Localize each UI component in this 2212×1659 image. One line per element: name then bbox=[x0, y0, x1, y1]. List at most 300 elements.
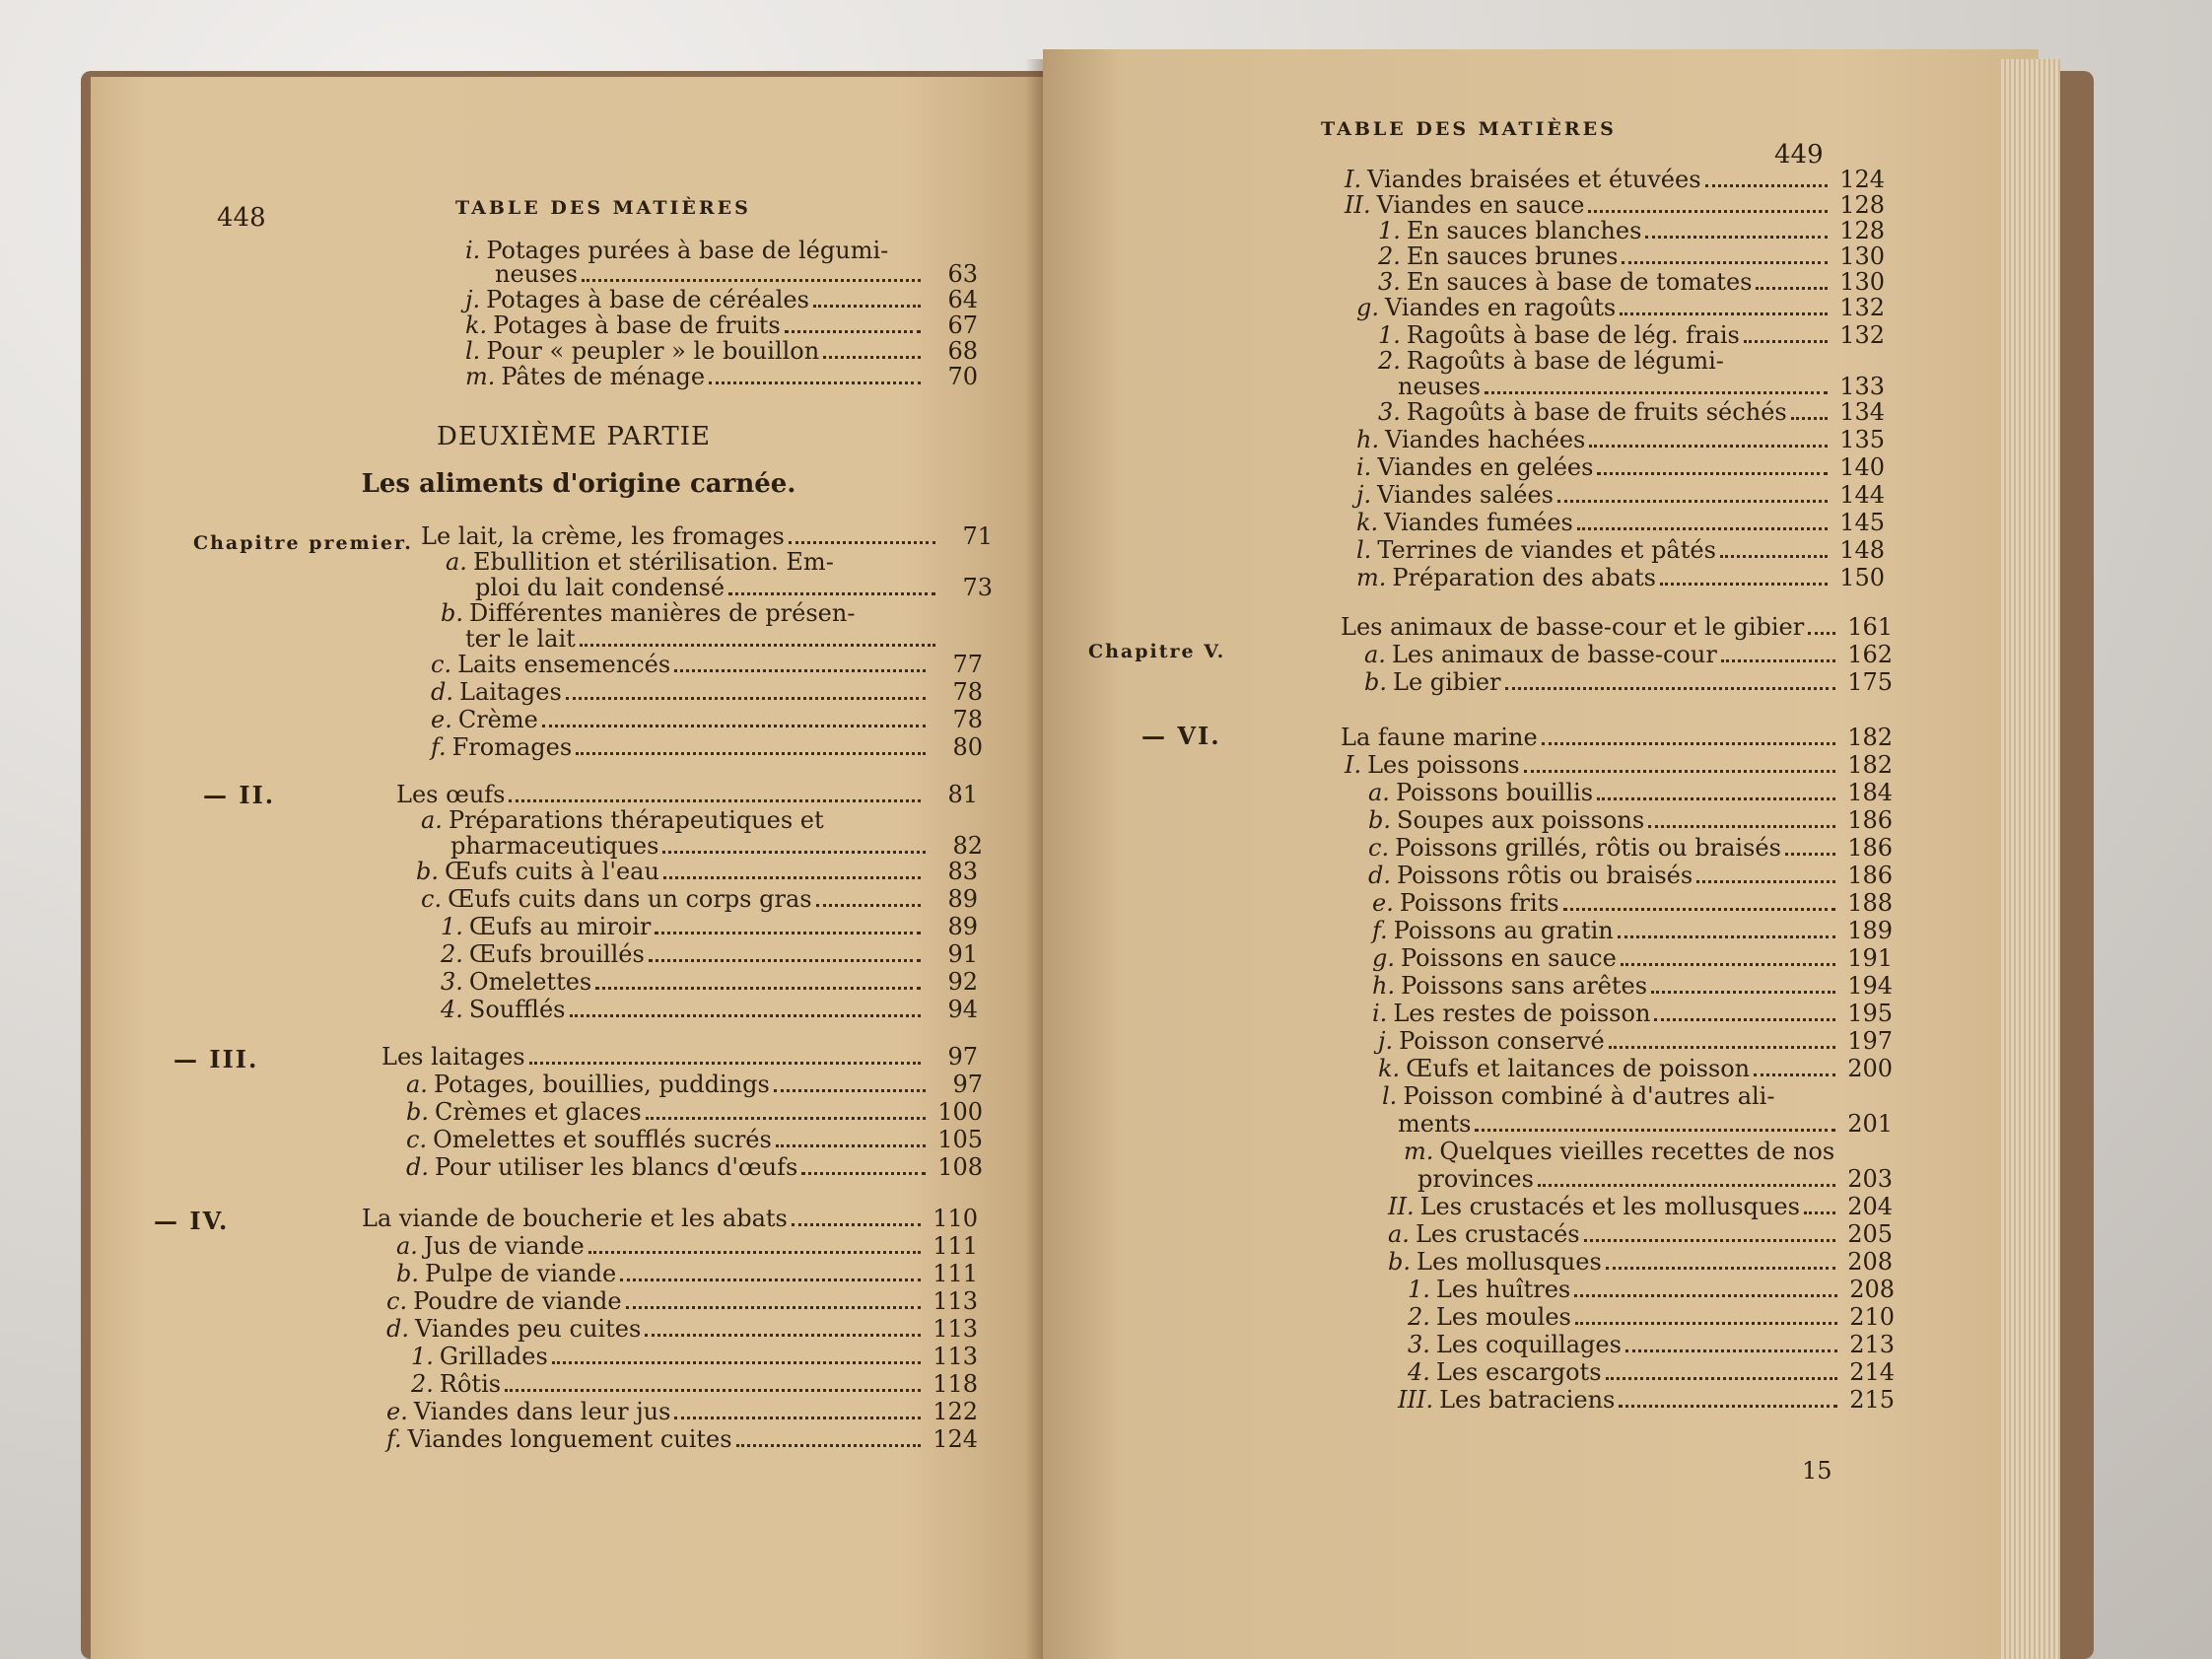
toc-entry-marker: 2. bbox=[1408, 1303, 1430, 1331]
toc-entry bbox=[1378, 321, 1885, 349]
toc-entry-text: Œufs cuits dans un corps gras bbox=[448, 885, 812, 913]
toc-entry-page: 201 bbox=[1847, 1110, 1893, 1138]
toc-entry-page: 210 bbox=[1849, 1303, 1895, 1331]
toc-entry-page: 134 bbox=[1839, 398, 1885, 426]
toc-entry-page: 188 bbox=[1847, 889, 1893, 917]
toc-entry-text: Les crustacés et les mollusques bbox=[1419, 1193, 1800, 1220]
toc-entry bbox=[1388, 1193, 1893, 1220]
toc-entry-marker: f. bbox=[386, 1425, 402, 1453]
toc-entry bbox=[441, 996, 978, 1023]
toc-entry bbox=[1372, 972, 1893, 1000]
toc-entry-label bbox=[431, 706, 538, 733]
toc-entry bbox=[1408, 1358, 1895, 1386]
leader-dots bbox=[505, 1389, 921, 1392]
toc-entry-label bbox=[1345, 166, 1701, 193]
toc-entry-label bbox=[1417, 1165, 1534, 1193]
leader-dots bbox=[1654, 1018, 1835, 1021]
toc-entry-text: Les œufs bbox=[396, 781, 506, 808]
toc-entry-label bbox=[1398, 1110, 1471, 1138]
toc-entry bbox=[406, 1126, 983, 1153]
toc-entry-marker: g. bbox=[1356, 294, 1379, 321]
toc-entry-label bbox=[1356, 509, 1573, 536]
toc-entry-label bbox=[1372, 972, 1647, 1000]
toc-entry-page: 175 bbox=[1847, 668, 1893, 696]
toc-entry-label bbox=[1364, 641, 1717, 668]
toc-entry-text: Ebullition et stérilisation. Em- bbox=[472, 548, 834, 576]
toc-entry-marker: c. bbox=[406, 1126, 428, 1153]
toc-entry-text: Viandes fumées bbox=[1384, 509, 1573, 536]
toc-entry-label bbox=[396, 1260, 616, 1287]
toc-entry-marker: 2. bbox=[441, 940, 463, 968]
leader-dots bbox=[801, 1172, 926, 1175]
toc-entry-text: Poissons au gratin bbox=[1393, 917, 1614, 944]
toc-entry bbox=[465, 363, 978, 390]
toc-entry-marker: g. bbox=[1372, 944, 1395, 972]
leader-dots bbox=[655, 932, 921, 934]
leader-dots bbox=[529, 1062, 921, 1065]
toc-entry-label bbox=[1368, 862, 1693, 889]
toc-entry-text: Pâtes de ménage bbox=[501, 363, 706, 390]
toc-entry-text: Quelques vieilles recettes de nos bbox=[1439, 1138, 1835, 1165]
toc-entry bbox=[396, 1260, 978, 1287]
toc-entry-text: Œufs brouillés bbox=[468, 940, 645, 968]
leader-dots bbox=[1574, 1294, 1837, 1297]
toc-entry-marker: d. bbox=[431, 678, 453, 706]
leader-dots bbox=[1475, 1129, 1835, 1132]
toc-entry-page: 124 bbox=[1839, 166, 1885, 193]
toc-entry bbox=[386, 1398, 978, 1425]
toc-entry bbox=[465, 286, 978, 313]
toc-entry-page: 197 bbox=[1847, 1027, 1893, 1055]
toc-entry-text: Omelettes et soufflés sucrés bbox=[433, 1126, 772, 1153]
toc-entry bbox=[386, 1425, 978, 1453]
left-running-header: TABLE DES MATIÈRES bbox=[455, 197, 751, 219]
toc-entry-marker: j. bbox=[465, 286, 481, 313]
leader-dots bbox=[728, 592, 935, 595]
toc-entry bbox=[441, 968, 978, 996]
toc-entry-page: 205 bbox=[1847, 1220, 1893, 1248]
toc-entry-page: 78 bbox=[952, 678, 983, 706]
leader-dots bbox=[813, 305, 921, 308]
toc-entry-label bbox=[1378, 268, 1752, 296]
toc-entry-page: 111 bbox=[933, 1232, 978, 1260]
leader-dots bbox=[1575, 1322, 1837, 1325]
toc-entry-label bbox=[1356, 481, 1554, 509]
toc-entry-label bbox=[495, 260, 578, 288]
toc-entry-page: 81 bbox=[947, 781, 978, 808]
toc-entry-label bbox=[1398, 1386, 1615, 1414]
leader-dots bbox=[776, 1144, 926, 1147]
toc-entry-text: Poissons rôtis ou braisés bbox=[1397, 862, 1694, 889]
leader-dots bbox=[1754, 1073, 1835, 1076]
leader-dots bbox=[1720, 555, 1828, 558]
toc-entry-label bbox=[441, 599, 855, 627]
toc-entry-page: 78 bbox=[952, 706, 983, 733]
toc-entry-page: 113 bbox=[933, 1343, 978, 1370]
leader-dots bbox=[509, 799, 921, 802]
toc-entry-text: ploi du lait condensé bbox=[475, 574, 726, 601]
part-title: DEUXIÈME PARTIE bbox=[437, 422, 711, 451]
toc-entry bbox=[1345, 191, 1885, 219]
toc-entry-label bbox=[1378, 1055, 1750, 1082]
toc-entry-text: Poissons frits bbox=[1399, 889, 1559, 917]
toc-entry bbox=[396, 1232, 978, 1260]
toc-entry-marker: m. bbox=[465, 363, 496, 390]
chapter-vi-label: — VI. bbox=[1141, 722, 1221, 750]
toc-entry-label bbox=[406, 1126, 772, 1153]
toc-entry-marker: b. bbox=[416, 858, 439, 885]
toc-entry-marker: k. bbox=[465, 311, 488, 339]
toc-entry-marker: d. bbox=[386, 1315, 409, 1343]
toc-entry-page: 130 bbox=[1839, 268, 1885, 296]
leader-dots bbox=[823, 356, 921, 359]
toc-entry-page: 100 bbox=[937, 1098, 983, 1126]
toc-entry bbox=[362, 1205, 978, 1232]
toc-entry-marker: 2. bbox=[1378, 347, 1401, 375]
toc-entry bbox=[465, 337, 978, 365]
signature-mark: 15 bbox=[1802, 1457, 1832, 1485]
toc-entry-marker: 1. bbox=[1378, 321, 1401, 349]
toc-entry-marker: j. bbox=[1356, 481, 1372, 509]
toc-entry-text: La viande de boucherie et les abats bbox=[362, 1205, 788, 1232]
toc-entry bbox=[406, 1071, 983, 1098]
toc-entry-marker: b. bbox=[406, 1098, 429, 1126]
leader-dots bbox=[1721, 659, 1835, 662]
toc-entry-label bbox=[421, 885, 812, 913]
toc-entry-marker: k. bbox=[1356, 509, 1379, 536]
toc-entry-text: Rôtis bbox=[439, 1370, 502, 1398]
toc-entry-label bbox=[1408, 1358, 1602, 1386]
toc-entry-marker: m. bbox=[1356, 564, 1387, 591]
toc-entry bbox=[475, 574, 993, 601]
toc-entry bbox=[431, 733, 983, 761]
toc-entry-text: Grillades bbox=[439, 1343, 548, 1370]
toc-entry-text: Viandes en sauce bbox=[1376, 191, 1585, 219]
leader-dots bbox=[552, 1361, 921, 1364]
toc-entry-page: 73 bbox=[962, 574, 993, 601]
toc-entry-text: Laits ensemencés bbox=[457, 651, 671, 678]
toc-entry-text: provinces bbox=[1417, 1165, 1534, 1193]
toc-entry-label bbox=[362, 1205, 788, 1232]
toc-entry-label bbox=[465, 337, 819, 365]
toc-entry-text: Poisson combiné à d'autres ali- bbox=[1403, 1082, 1775, 1110]
toc-entry-marker: e. bbox=[386, 1398, 408, 1425]
part-subtitle: Les aliments d'origine carnée. bbox=[361, 469, 796, 499]
leader-dots bbox=[1705, 184, 1828, 187]
toc-entry-label bbox=[396, 781, 505, 808]
toc-entry-marker: 1. bbox=[1378, 217, 1401, 244]
leader-dots bbox=[789, 541, 935, 544]
toc-entry-label bbox=[421, 522, 785, 550]
toc-entry bbox=[411, 1343, 978, 1370]
toc-entry-label bbox=[1341, 613, 1804, 641]
toc-entry-marker: b. bbox=[441, 599, 463, 627]
toc-entry-label bbox=[465, 286, 809, 313]
toc-entry-label bbox=[1368, 806, 1644, 834]
toc-entry bbox=[406, 1098, 983, 1126]
toc-entry-page: 130 bbox=[1839, 242, 1885, 270]
toc-entry-marker: 4. bbox=[1408, 1358, 1430, 1386]
chapter-iv-label: — IV. bbox=[154, 1207, 230, 1235]
toc-entry-marker: 2. bbox=[1378, 242, 1401, 270]
toc-entry-marker: II. bbox=[1388, 1193, 1415, 1220]
toc-entry-label bbox=[441, 940, 645, 968]
toc-entry-page: 89 bbox=[947, 913, 978, 940]
toc-entry-label bbox=[406, 1153, 797, 1181]
toc-entry bbox=[1356, 564, 1885, 591]
toc-entry-label bbox=[411, 1343, 548, 1370]
leader-dots bbox=[1645, 236, 1828, 239]
toc-entry-text: Fromages bbox=[451, 733, 573, 761]
toc-entry bbox=[1408, 1331, 1895, 1358]
leader-dots bbox=[645, 1334, 921, 1337]
toc-entry-label bbox=[431, 733, 572, 761]
toc-entry-page: 161 bbox=[1847, 613, 1893, 641]
toc-entry-label bbox=[431, 651, 670, 678]
toc-entry-marker: c. bbox=[1368, 834, 1390, 862]
toc-entry-text: Poissons en sauce bbox=[1401, 944, 1617, 972]
toc-entry-text: Pour « peupler » le bouillon bbox=[486, 337, 820, 365]
toc-entry bbox=[1364, 641, 1893, 668]
toc-entry-label bbox=[1378, 242, 1618, 270]
toc-entry-label bbox=[1356, 536, 1716, 564]
toc-entry-text: Poissons bouillis bbox=[1395, 779, 1594, 806]
toc-entry bbox=[386, 1315, 978, 1343]
toc-entry-page: 182 bbox=[1847, 751, 1893, 779]
toc-entry bbox=[431, 678, 983, 706]
leader-dots bbox=[1524, 770, 1835, 773]
toc-entry-text: Terrines de viandes et pâtés bbox=[1377, 536, 1716, 564]
toc-entry bbox=[1408, 1276, 1895, 1303]
toc-entry-page: 97 bbox=[952, 1071, 983, 1098]
toc-entry-marker: a. bbox=[396, 1232, 418, 1260]
leader-dots bbox=[1619, 1405, 1837, 1408]
toc-entry bbox=[495, 260, 978, 288]
toc-entry-text: Œufs au miroir bbox=[468, 913, 652, 940]
toc-entry-page: 113 bbox=[933, 1315, 978, 1343]
toc-entry-text: Viandes en ragoûts bbox=[1385, 294, 1617, 321]
toc-entry-label bbox=[396, 1232, 585, 1260]
toc-entry-text: Viandes longuement cuites bbox=[407, 1425, 732, 1453]
toc-entry-marker: c. bbox=[421, 885, 443, 913]
toc-entry bbox=[406, 1153, 983, 1181]
toc-entry-marker: e. bbox=[1372, 889, 1394, 917]
toc-entry-label bbox=[1345, 191, 1584, 219]
toc-entry-text: Potages à base de céréales bbox=[486, 286, 809, 313]
toc-entry-page: 132 bbox=[1839, 321, 1885, 349]
leader-dots bbox=[674, 1417, 921, 1419]
toc-entry-page: 148 bbox=[1839, 536, 1885, 564]
toc-entry-text: neuses bbox=[495, 260, 578, 288]
leader-dots bbox=[1597, 797, 1835, 800]
toc-entry-page: 122 bbox=[933, 1398, 978, 1425]
toc-entry-text: Les animaux de basse-cour et le gibier bbox=[1341, 613, 1805, 641]
toc-entry-marker: c. bbox=[431, 651, 452, 678]
toc-entry-label bbox=[1356, 294, 1616, 321]
toc-entry-label bbox=[386, 1425, 732, 1453]
toc-entry-label bbox=[386, 1287, 622, 1315]
toc-entry-label bbox=[1408, 1331, 1622, 1358]
toc-entry-label bbox=[381, 1043, 525, 1071]
toc-entry-page: 144 bbox=[1839, 481, 1885, 509]
chapter-ii-label: — II. bbox=[203, 781, 276, 809]
toc-entry bbox=[1378, 398, 1885, 426]
leader-dots bbox=[663, 876, 921, 879]
toc-entry-page: 189 bbox=[1847, 917, 1893, 944]
toc-entry-page: 82 bbox=[952, 832, 983, 860]
leader-dots bbox=[570, 1014, 922, 1017]
toc-entry-label bbox=[1398, 373, 1481, 400]
toc-entry-text: Préparation des abats bbox=[1392, 564, 1656, 591]
toc-entry-text: Viandes dans leur jus bbox=[413, 1398, 671, 1425]
leader-dots bbox=[566, 697, 926, 700]
toc-entry bbox=[1398, 373, 1885, 400]
toc-entry-marker: 1. bbox=[441, 913, 463, 940]
toc-entry-text: Poissons sans arêtes bbox=[1401, 972, 1648, 1000]
toc-entry bbox=[381, 1043, 978, 1071]
toc-entry-text: Viandes hachées bbox=[1385, 426, 1586, 453]
leader-dots bbox=[674, 669, 926, 672]
leader-dots bbox=[542, 725, 926, 727]
toc-entry-page: 105 bbox=[937, 1126, 983, 1153]
toc-entry-text: Le lait, la crème, les fromages bbox=[421, 522, 785, 550]
toc-entry bbox=[386, 1287, 978, 1315]
toc-entry bbox=[446, 548, 993, 576]
toc-entry-text: Différentes manières de présen- bbox=[469, 599, 856, 627]
toc-entry-marker: a. bbox=[1364, 641, 1386, 668]
toc-entry bbox=[416, 858, 978, 885]
leader-dots bbox=[1606, 1377, 1837, 1380]
toc-entry-label bbox=[386, 1315, 641, 1343]
toc-entry-marker: i. bbox=[465, 237, 481, 264]
leader-dots bbox=[1606, 1267, 1835, 1270]
leader-dots bbox=[1588, 210, 1828, 213]
toc-entry-page: 70 bbox=[947, 363, 978, 390]
toc-entry-label bbox=[1345, 751, 1520, 779]
toc-entry-text: Les restes de poisson bbox=[1393, 1000, 1651, 1027]
toc-entry-label bbox=[1341, 724, 1538, 751]
toc-entry-label bbox=[1372, 944, 1617, 972]
leader-dots bbox=[595, 987, 921, 990]
toc-entry bbox=[1364, 668, 1893, 696]
right-running-header: TABLE DES MATIÈRES bbox=[1321, 118, 1617, 140]
toc-entry-page: 200 bbox=[1847, 1055, 1893, 1082]
toc-entry bbox=[1356, 294, 1885, 321]
toc-entry-marker: k. bbox=[1378, 1055, 1401, 1082]
toc-entry-page: 77 bbox=[952, 651, 983, 678]
toc-entry-marker: i. bbox=[1356, 453, 1372, 481]
toc-entry bbox=[1356, 426, 1885, 453]
toc-entry-page: 186 bbox=[1847, 806, 1893, 834]
leader-dots bbox=[792, 1223, 921, 1226]
toc-entry-page: 113 bbox=[933, 1287, 978, 1315]
toc-entry-page: 118 bbox=[933, 1370, 978, 1398]
toc-entry bbox=[421, 522, 993, 550]
leader-dots bbox=[1589, 445, 1828, 448]
toc-entry bbox=[1356, 536, 1885, 564]
toc-entry-text: ter le lait bbox=[465, 625, 576, 653]
toc-entry bbox=[1345, 751, 1893, 779]
toc-entry-label bbox=[1388, 1220, 1580, 1248]
left-page bbox=[91, 77, 1045, 1659]
leader-dots bbox=[1563, 908, 1835, 911]
toc-entry-label bbox=[475, 574, 725, 601]
toc-entry bbox=[421, 885, 978, 913]
toc-entry bbox=[1417, 1165, 1893, 1193]
toc-entry-text: Soupes aux poissons bbox=[1397, 806, 1645, 834]
toc-entry-label bbox=[465, 311, 781, 339]
toc-entry-marker: a. bbox=[406, 1071, 428, 1098]
chapter-premier-label: Chapitre premier. bbox=[193, 532, 413, 554]
leader-dots bbox=[1505, 687, 1835, 690]
toc-entry-label bbox=[416, 858, 659, 885]
toc-entry-label bbox=[446, 548, 834, 576]
toc-entry bbox=[1372, 944, 1893, 972]
toc-entry bbox=[441, 940, 978, 968]
toc-entry-page: 140 bbox=[1839, 453, 1885, 481]
toc-entry-page: 195 bbox=[1847, 1000, 1893, 1027]
toc-entry-marker: 3. bbox=[441, 968, 463, 996]
toc-entry-marker: III. bbox=[1398, 1386, 1434, 1414]
toc-entry-page: 132 bbox=[1839, 294, 1885, 321]
toc-entry-marker: 3. bbox=[1408, 1331, 1430, 1358]
chapter-iii-label: — III. bbox=[173, 1045, 259, 1073]
leader-dots bbox=[1785, 853, 1835, 856]
toc-entry-label bbox=[1368, 834, 1781, 862]
toc-entry-text: Les moules bbox=[1435, 1303, 1571, 1331]
toc-entry-page: 71 bbox=[962, 522, 993, 550]
toc-entry-marker: I. bbox=[1345, 166, 1362, 193]
toc-entry-text: Ragoûts à base de lég. frais bbox=[1406, 321, 1740, 349]
toc-entry-marker: 4. bbox=[441, 996, 463, 1023]
toc-entry-text: Les poissons bbox=[1367, 751, 1520, 779]
leader-dots bbox=[1620, 312, 1828, 315]
toc-entry-label bbox=[1378, 398, 1787, 426]
toc-entry-label bbox=[1356, 426, 1585, 453]
leader-dots bbox=[1597, 472, 1828, 475]
toc-entry bbox=[1378, 217, 1885, 244]
toc-entry-page: 91 bbox=[947, 940, 978, 968]
leader-dots bbox=[620, 1279, 921, 1281]
leader-dots bbox=[1542, 742, 1835, 745]
chapter-v-label: Chapitre V. bbox=[1088, 641, 1226, 662]
right-page-number: 449 bbox=[1774, 140, 1824, 170]
toc-entry-label bbox=[1378, 217, 1641, 244]
toc-entry bbox=[1341, 613, 1893, 641]
toc-entry-page: 208 bbox=[1849, 1276, 1895, 1303]
toc-entry-text: Crème bbox=[457, 706, 538, 733]
leader-dots bbox=[785, 330, 921, 333]
toc-entry-marker: b. bbox=[1364, 668, 1387, 696]
toc-entry-text: Omelettes bbox=[468, 968, 592, 996]
toc-entry bbox=[1368, 806, 1893, 834]
toc-entry bbox=[431, 651, 983, 678]
toc-entry-text: Poissons grillés, rôtis ou braisés bbox=[1395, 834, 1781, 862]
toc-entry-text: Les batraciens bbox=[1439, 1386, 1616, 1414]
toc-entry-page: 111 bbox=[933, 1260, 978, 1287]
toc-entry-page: 203 bbox=[1847, 1165, 1893, 1193]
leader-dots bbox=[1485, 391, 1828, 394]
toc-entry-text: Potages purées à base de légumi- bbox=[486, 237, 889, 264]
page-block-edge bbox=[2001, 59, 2060, 1659]
toc-entry-text: Ragoûts à base de fruits séchés bbox=[1406, 398, 1787, 426]
toc-entry-label bbox=[431, 678, 562, 706]
toc-entry-label bbox=[441, 996, 566, 1023]
toc-entry-text: Pulpe de viande bbox=[425, 1260, 617, 1287]
toc-entry bbox=[1404, 1138, 1893, 1165]
toc-entry-text: Poisson conservé bbox=[1399, 1027, 1605, 1055]
toc-entry-page: 68 bbox=[947, 337, 978, 365]
